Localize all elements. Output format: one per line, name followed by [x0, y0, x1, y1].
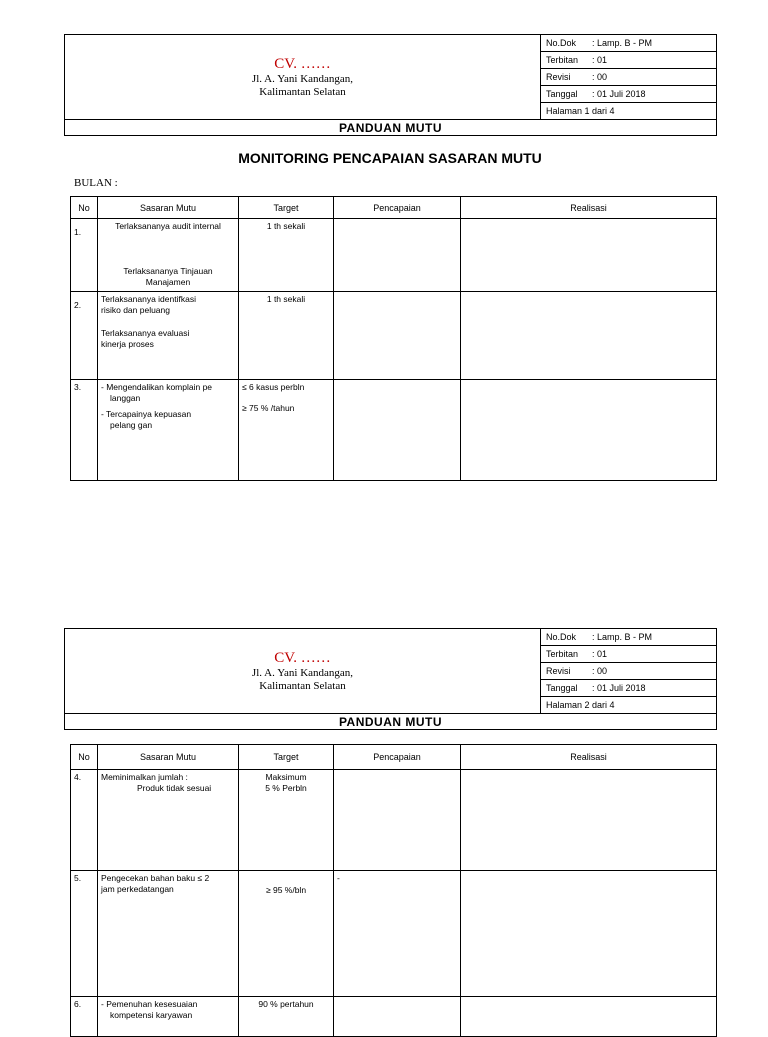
terbitan-field: Terbitan : 01 [541, 52, 717, 69]
realisasi-cell [461, 997, 717, 1037]
target-cell: Maksimum 5 % Perbln [239, 770, 334, 871]
company-address-line1: Jl. A. Yani Kandangan, [251, 666, 354, 679]
column-header-no: No [71, 745, 98, 770]
column-header-realisasi: Realisasi [461, 197, 717, 219]
row-number: 6. [71, 997, 98, 1037]
pencapaian-cell: - [334, 871, 461, 997]
row-number: 1. [71, 219, 98, 292]
sasaran-mutu-table [70, 744, 717, 1037]
document-title: MONITORING PENCAPAIAN SASARAN MUTU [238, 150, 542, 166]
panduan-mutu-banner: PANDUAN MUTU [65, 714, 717, 730]
revisi-field: Revisi : 00 [541, 69, 717, 86]
row-number: 3. [71, 380, 98, 481]
column-header-pencapaian: Pencapaian [334, 745, 461, 770]
panduan-mutu-banner: PANDUAN MUTU [65, 120, 717, 136]
column-header-sasaran: Sasaran Mutu [98, 745, 239, 770]
table-row [71, 997, 717, 1037]
company-address-line2: Kalimantan Selatan [259, 85, 346, 98]
table-row [71, 292, 717, 380]
realisasi-cell [461, 219, 717, 292]
document-header [64, 34, 717, 136]
sasaran-cell: - Mengendalikan komplain pe langgan - Tercapainya kepuasan pelang gan [98, 380, 239, 481]
realisasi-cell [461, 770, 717, 871]
pencapaian-cell [334, 770, 461, 871]
pencapaian-cell [334, 997, 461, 1037]
column-header-target: Target [239, 197, 334, 219]
sasaran-cell: Meminimalkan jumlah : Produk tidak sesuai [98, 770, 239, 871]
sasaran-mutu-table [70, 196, 717, 481]
table-row [71, 770, 717, 871]
target-cell: ≥ 95 %/bln [239, 871, 334, 997]
target-cell: 1 th sekali [239, 219, 334, 292]
table-row [71, 380, 717, 481]
column-header-sasaran: Sasaran Mutu [98, 197, 239, 219]
revisi-field: Revisi : 00 [541, 663, 717, 680]
realisasi-cell [461, 380, 717, 481]
target-cell: 90 % pertahun [239, 997, 334, 1037]
company-block [65, 35, 541, 120]
sasaran-cell: Pengecekan bahan baku ≤ 2 jam perkedatangan [98, 871, 239, 997]
column-header-pencapaian: Pencapaian [334, 197, 461, 219]
halaman-field: Halaman 1 dari 4 [541, 103, 717, 120]
table-row [71, 871, 717, 997]
tanggal-field: Tanggal : 01 Juli 2018 [541, 86, 717, 103]
doc-no-field: No.Dok : Lamp. B - PM [541, 629, 717, 646]
company-address-line1: Jl. A. Yani Kandangan, [251, 72, 354, 85]
row-number: 4. [71, 770, 98, 871]
column-header-target: Target [239, 745, 334, 770]
column-header-no: No [71, 197, 98, 219]
realisasi-cell [461, 292, 717, 380]
halaman-field: Halaman 2 dari 4 [541, 697, 717, 714]
sasaran-cell: Terlaksananya audit internal Terlaksananya Tinjauan Manajamen [98, 219, 239, 292]
table-row [71, 219, 717, 292]
pencapaian-cell [334, 219, 461, 292]
doc-no-field: No.Dok : Lamp. B - PM [541, 35, 717, 52]
sasaran-cell: Terlaksananya identifkasi risiko dan peluang Terlaksananya evaluasi kinerja proses [98, 292, 239, 380]
company-address-line2: Kalimantan Selatan [259, 679, 346, 692]
target-cell: ≤ 6 kasus perbln ≥ 75 % /tahun [239, 380, 334, 481]
company-name: CV. …… [274, 55, 331, 72]
sasaran-cell: - Pemenuhan kesesuaian kompetensi karyawan [98, 997, 239, 1037]
column-header-realisasi: Realisasi [461, 745, 717, 770]
pencapaian-cell [334, 292, 461, 380]
tanggal-field: Tanggal : 01 Juli 2018 [541, 680, 717, 697]
bulan-label: BULAN : [74, 177, 118, 189]
company-name: CV. …… [274, 649, 331, 666]
row-number: 2. [71, 292, 98, 380]
realisasi-cell [461, 871, 717, 997]
document-header [64, 628, 717, 730]
row-number: 5. [71, 871, 98, 997]
pencapaian-cell [334, 380, 461, 481]
terbitan-field: Terbitan : 01 [541, 646, 717, 663]
target-cell: 1 th sekali [239, 292, 334, 380]
company-block [65, 629, 541, 714]
